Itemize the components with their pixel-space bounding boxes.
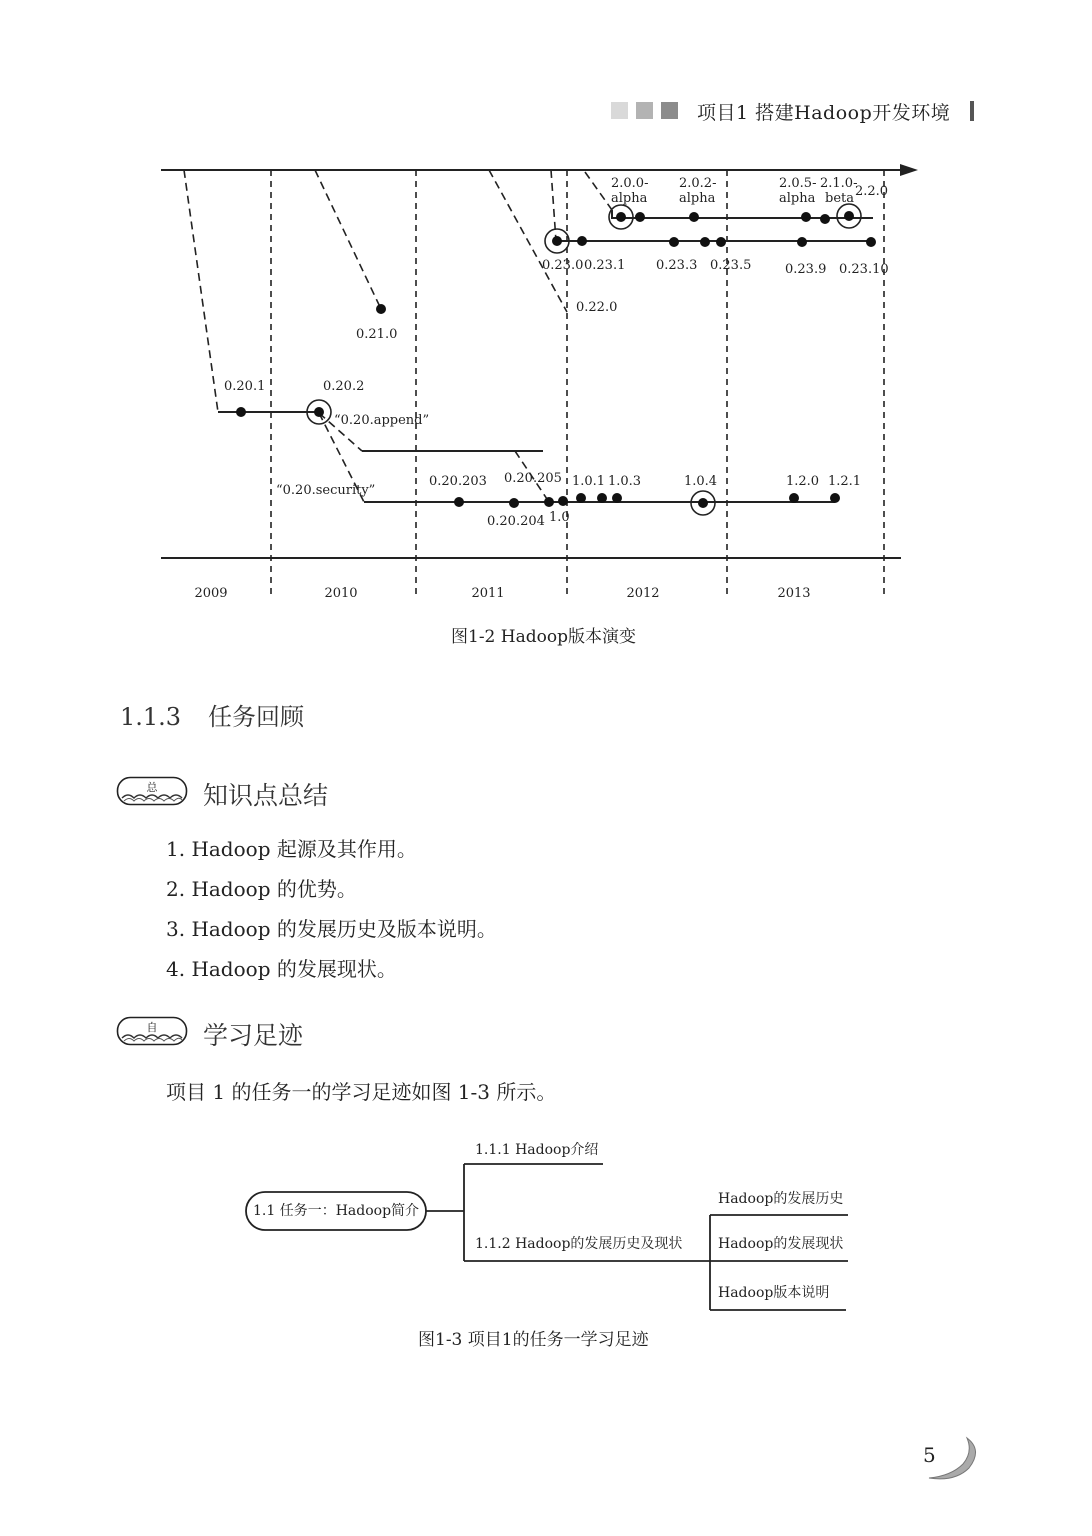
- section-number: 1.1.3: [120, 703, 182, 731]
- point-0.23.10: [866, 237, 876, 247]
- point-1.2.1: [830, 493, 840, 503]
- point-0.23.0: [552, 236, 562, 246]
- label-0.22.0: 0.22.0: [576, 300, 618, 315]
- list-item: 3. Hadoop 的发展历史及版本说明。: [166, 917, 497, 941]
- header-title: 项目1 搭建Hadoop开发环境: [697, 102, 951, 124]
- branch-2.x: [585, 172, 612, 210]
- footprint-heading: 学习足迹: [203, 1021, 304, 1050]
- timeline-arrow-head: [900, 164, 918, 176]
- label-2.1.0-beta: beta: [825, 191, 854, 206]
- leaf3-label: Hadoop版本说明: [718, 1285, 830, 1301]
- year-2013: 2013: [777, 586, 811, 601]
- point-2.1.0: [820, 214, 830, 224]
- root-label: 1.1 任务一：Hadoop简介: [253, 1203, 420, 1219]
- branch2-label: 1.1.2 Hadoop的发展历史及现状: [475, 1236, 683, 1252]
- page-number: 5: [923, 1443, 936, 1467]
- label-1.0.4: 1.0.4: [684, 474, 718, 489]
- footprint-badge: [116, 1016, 188, 1046]
- point-0.23.4: [700, 237, 710, 247]
- label-2.1.0: 2.1.0-: [820, 176, 858, 191]
- point-2.0.1: [635, 212, 645, 222]
- knowledge-list: [166, 834, 497, 994]
- label-0.23.5: 0.23.5: [710, 258, 752, 273]
- label-0.20.security: “0.20.security”: [276, 483, 376, 498]
- label-2.2.0: 2.2.0: [855, 184, 889, 199]
- leaf1-label: Hadoop的发展历史: [718, 1191, 844, 1207]
- point-0.23.9: [797, 237, 807, 247]
- year-2010: 2010: [324, 586, 358, 601]
- label-0.23.3: 0.23.3: [656, 258, 698, 273]
- label-2.0.0-alpha: alpha: [611, 191, 648, 206]
- point-1.0.2: [597, 493, 607, 503]
- page-number-ornament: [919, 1432, 979, 1482]
- label-0.20.204: 0.20.204: [487, 514, 545, 529]
- hadoop-version-timeline: [0, 0, 1092, 620]
- label-1.0.3: 1.0.3: [608, 474, 642, 489]
- branch1-label: 1.1.1 Hadoop介绍: [475, 1142, 599, 1158]
- label-0.20.append: “0.20.append”: [334, 413, 430, 428]
- point-2.2.0: [844, 211, 854, 221]
- label-1.2.0: 1.2.0: [786, 474, 820, 489]
- list-item: 1. Hadoop 起源及其作用。: [166, 837, 417, 861]
- figure1-caption: 图1-2 Hadoop版本演变: [451, 627, 636, 647]
- point-0.23.1: [577, 236, 587, 246]
- year-2011: 2011: [471, 586, 505, 601]
- label-2.0.2-alpha: alpha: [679, 191, 716, 206]
- point-0.20.2: [314, 407, 324, 417]
- label-0.20.203: 0.20.203: [429, 474, 487, 489]
- point-0.20.204: [509, 498, 519, 508]
- label-0.23.9: 0.23.9: [785, 262, 827, 277]
- knowledge-heading: 知识点总结: [203, 781, 329, 810]
- point-0.20.205: [544, 497, 554, 507]
- label-0.21.0: 0.21.0: [356, 327, 398, 342]
- point-1.0.1: [576, 493, 586, 503]
- point-2.0.2: [689, 212, 699, 222]
- label-0.20.2: 0.20.2: [323, 379, 365, 394]
- line-2.x: [612, 210, 873, 218]
- branch-0.20: [184, 170, 218, 412]
- label-1.2.1: 1.2.1: [828, 474, 862, 489]
- label-0.20.1: 0.20.1: [224, 379, 266, 394]
- knowledge-badge-char: 总: [146, 781, 158, 794]
- leaf2-label: Hadoop的发展现状: [718, 1236, 844, 1252]
- label-2.0.5-alpha: alpha: [779, 191, 816, 206]
- label-0.23.0: 0.23.0: [542, 258, 584, 273]
- point-1.0: [558, 496, 568, 506]
- section-name: 任务回顾: [208, 703, 304, 731]
- point-0.21.0: [376, 304, 386, 314]
- label-2.0.5: 2.0.5-: [779, 176, 817, 191]
- label-1.0: 1.0: [549, 510, 570, 525]
- point-1.2.0: [789, 493, 799, 503]
- label-0.23.1: 0.23.1: [584, 258, 626, 273]
- label-1.0.1: 1.0.1: [572, 474, 606, 489]
- point-0.23.5: [716, 237, 726, 247]
- footprint-badge-char: 自: [146, 1021, 158, 1034]
- point-0.20.203: [454, 497, 464, 507]
- year-2012: 2012: [626, 586, 660, 601]
- point-0.20.1: [236, 407, 246, 417]
- label-0.20.205: 0.20.205: [504, 471, 562, 486]
- knowledge-badge: [116, 776, 188, 806]
- list-item: 2. Hadoop 的优势。: [166, 877, 357, 901]
- year-2009: 2009: [194, 586, 228, 601]
- point-2.0.0: [616, 212, 626, 222]
- learning-footprint-map: [0, 1130, 1092, 1330]
- footprint-paragraph: 项目 1 的任务一的学习足迹如图 1-3 所示。: [166, 1080, 557, 1104]
- label-0.23.10: 0.23.10: [839, 262, 889, 277]
- point-0.23.3: [669, 237, 679, 247]
- branch-0.21: [315, 170, 381, 309]
- label-2.0.0: 2.0.0-: [611, 176, 649, 191]
- point-1.0.4: [698, 498, 708, 508]
- label-2.0.2: 2.0.2-: [679, 176, 717, 191]
- section-title: [120, 697, 304, 732]
- figure2-caption: 图1-3 项目1的任务一学习足迹: [418, 1330, 649, 1350]
- point-2.0.5: [801, 212, 811, 222]
- point-1.0.3: [612, 493, 622, 503]
- list-item: 4. Hadoop 的发展现状。: [166, 957, 397, 981]
